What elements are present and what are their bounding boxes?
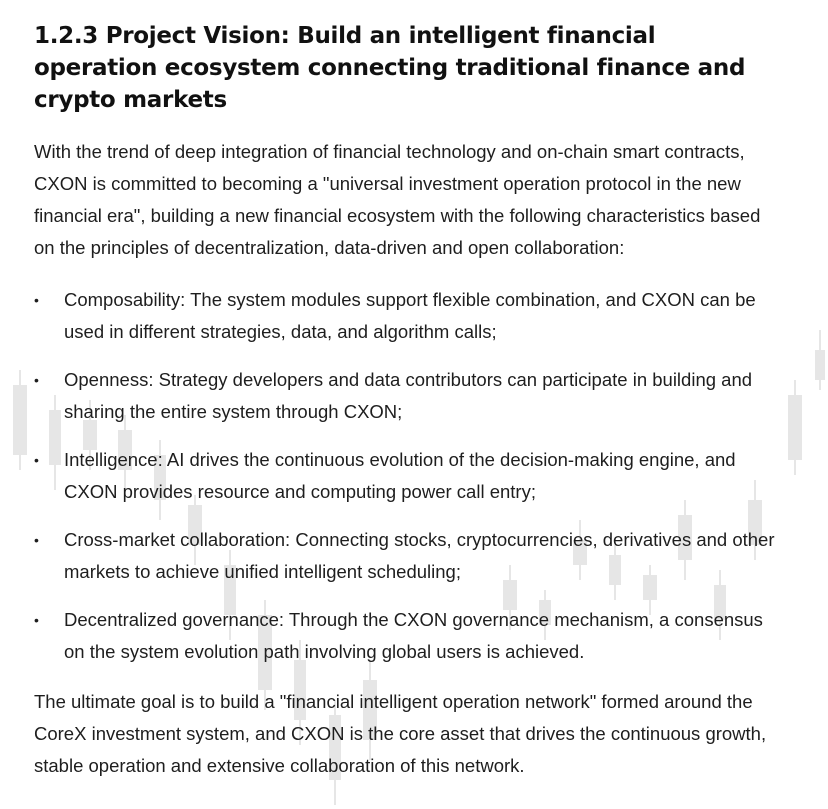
bullet-icon: • [34,292,39,308]
list-item [34,604,782,668]
section-heading: 1.2.3 Project Vision: Build an intelligent financial operation ecosystem connecting traditional finance and crypto markets [34,23,746,113]
intro-paragraph: With the trend of deep integration of financial technology and on-chain smart contracts, CXON is committed to becoming a "universal investment operation protocol in the new financial era", building a new financial ecosystem with the following characteristics based on the principles of decentralization, data-driven and open collaboration: [34,141,761,258]
candle-body [13,385,27,455]
list-item-text: Cross-market collaboration: Connecting stocks, cryptocurrencies, derivatives and other markets to achieve unified intelligent scheduling; [64,529,775,582]
bullet-icon: • [34,452,39,468]
list-item [34,364,782,428]
bullet-icon: • [34,532,39,548]
list-item [34,444,782,508]
candle-body [788,395,802,460]
conclusion-paragraph: The ultimate goal is to build a "financial intelligent operation network" formed around the CoreX investment system, and CXON is the core asset that drives the continuous growth, stable operation and extensive collaboration of this network. [34,691,767,776]
bullet-icon: • [34,372,39,388]
candle-body [815,350,825,380]
document-section [34,20,782,782]
list-item-text: Composability: The system modules support flexible combination, and CXON can be used in different strategies, data, and algorithm calls; [64,289,756,342]
list-item-text: Intelligence: AI drives the continuous evolution of the decision-making engine, and CXON provides resource and computing power call entry; [64,449,736,502]
bullet-icon: • [34,612,39,628]
list-item [34,284,782,348]
list-item [34,524,782,588]
characteristics-list [34,284,782,668]
list-item-text: Openness: Strategy developers and data contributors can participate in building and sharing the entire system through CXON; [64,369,753,422]
list-item-text: Decentralized governance: Through the CXON governance mechanism, a consensus on the system evolution path involving global users is achieved. [64,609,763,662]
